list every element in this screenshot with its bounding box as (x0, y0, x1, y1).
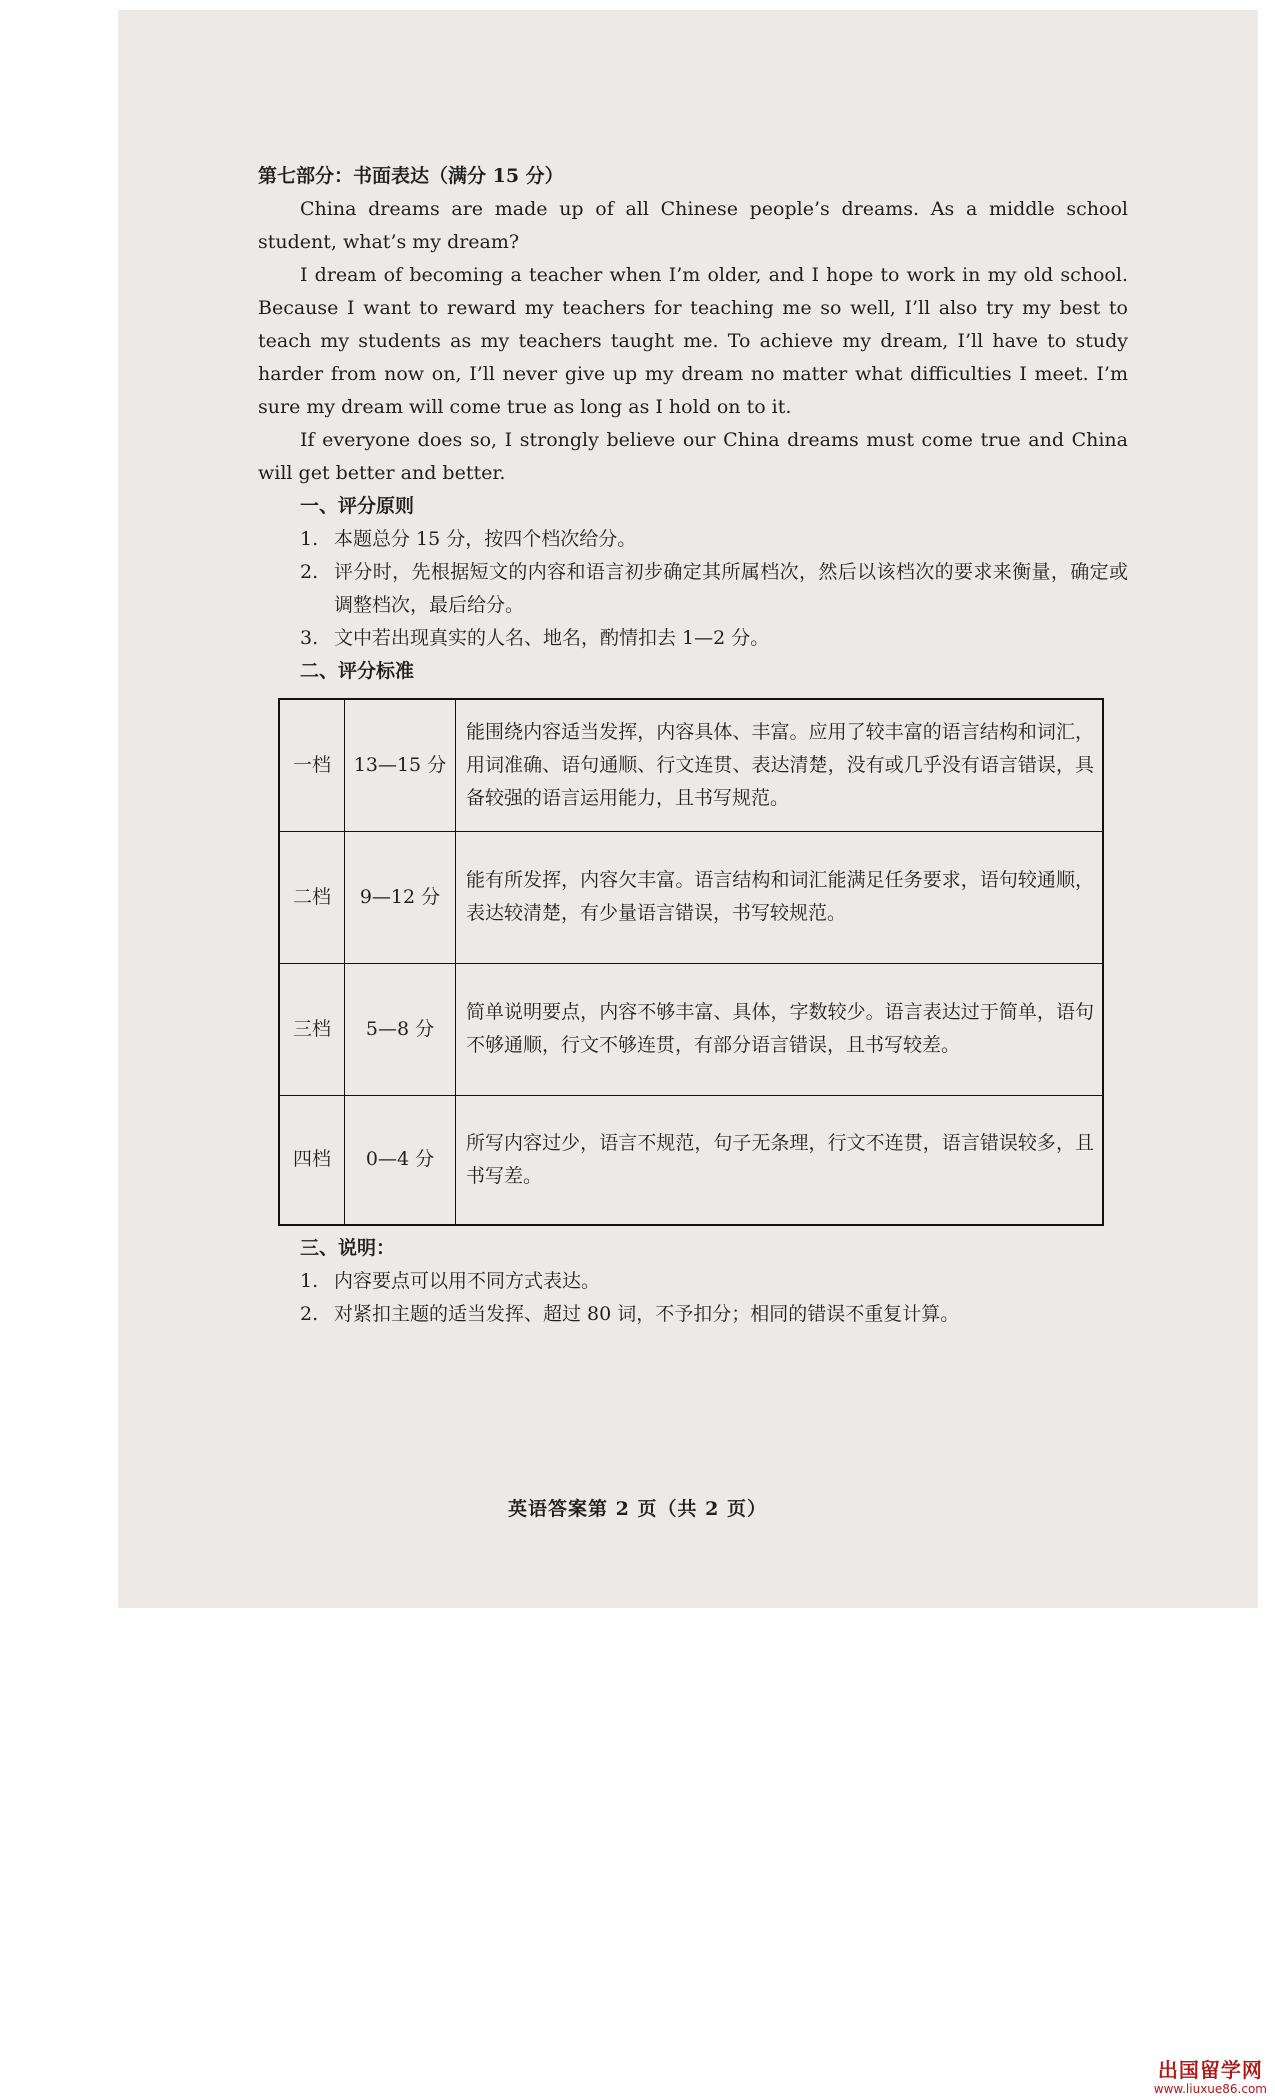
table-row (279, 699, 1103, 831)
watermark-name: 出国留学网 (1157, 2058, 1263, 2082)
page-footer: 英语答案第 2 页（共 2 页） (508, 1498, 767, 1520)
notes-list (258, 1265, 1128, 1331)
essay-paragraph: If everyone does so, I strongly believe our China dreams must come true and China will get better and better. (258, 429, 1128, 484)
table-row (279, 831, 1103, 963)
item-text: 文中若出现真实的人名、地名，酌情扣去 1—2 分。 (334, 627, 770, 649)
score-cell: 0—4 分 (345, 1095, 456, 1225)
list-item (258, 523, 1128, 556)
description-cell: 所写内容过少，语言不规范，句子无条理，行文不连贯，语言错误较多，且书写差。 (456, 1095, 1104, 1225)
item-number: 2. (300, 561, 319, 583)
watermark-url: www.liuxue86.com (1153, 2082, 1267, 2096)
notes-heading: 三、说明： (300, 1237, 396, 1259)
item-number: 3. (300, 627, 319, 649)
item-number: 1. (300, 1270, 319, 1292)
principles-heading: 一、评分原则 (300, 495, 415, 517)
level-cell: 四档 (279, 1095, 345, 1225)
list-item (258, 1265, 1128, 1298)
answer-content (258, 160, 1128, 1331)
level-cell: 三档 (279, 963, 345, 1095)
principles-list (258, 523, 1128, 655)
item-number: 2. (300, 1303, 319, 1325)
item-text: 本题总分 15 分，按四个档次给分。 (334, 528, 637, 550)
description-cell: 简单说明要点，内容不够丰富、具体，字数较少。语言表达过于简单，语句不够通顺，行文不够连贯，有部分语言错误，且书写较差。 (456, 963, 1104, 1095)
essay-paragraph: I dream of becoming a teacher when I’m older, and I hope to work in my old school. Because I want to reward my teachers for teaching me so well, I’ll also try my best to teach my students as my teachers taught me. To achieve my dream, I’ll have to study harder from now on, I’ll never give up my dream no matter what difficulties I meet. I’m sure my dream will come true as long as I hold on to it. (258, 264, 1128, 418)
table-row (279, 1095, 1103, 1225)
essay-paragraph: China dreams are made up of all Chinese people’s dreams. As a middle school student, what’s my dream? (258, 198, 1128, 253)
item-text: 内容要点可以用不同方式表达。 (334, 1270, 601, 1292)
item-text: 评分时，先根据短文的内容和语言初步确定其所属档次，然后以该档次的要求来衡量，确定或调整档次，最后给分。 (334, 561, 1128, 616)
list-item (258, 1298, 1128, 1331)
item-number: 1. (300, 528, 319, 550)
list-item (258, 556, 1128, 622)
list-item (258, 622, 1128, 655)
score-cell: 5—8 分 (345, 963, 456, 1095)
description-cell: 能有所发挥，内容欠丰富。语言结构和词汇能满足任务要求，语句较通顺，表达较清楚，有少量语言错误，书写较规范。 (456, 831, 1104, 963)
site-watermark[interactable] (1154, 2058, 1267, 2096)
score-cell: 13—15 分 (345, 699, 456, 831)
level-cell: 一档 (279, 699, 345, 831)
standards-heading: 二、评分标准 (300, 660, 415, 682)
score-cell: 9—12 分 (345, 831, 456, 963)
description-cell: 能围绕内容适当发挥，内容具体、丰富。应用了较丰富的语言结构和词汇，用词准确、语句通顺、行文连贯、表达清楚，没有或几乎没有语言错误，具备较强的语言运用能力，且书写规范。 (456, 699, 1104, 831)
section-title: 第七部分：书面表达（满分 15 分） (258, 165, 564, 187)
table-row (279, 963, 1103, 1095)
item-text: 对紧扣主题的适当发挥、超过 80 词，不予扣分；相同的错误不重复计算。 (334, 1303, 960, 1325)
scoring-table (278, 698, 1104, 1226)
level-cell: 二档 (279, 831, 345, 963)
